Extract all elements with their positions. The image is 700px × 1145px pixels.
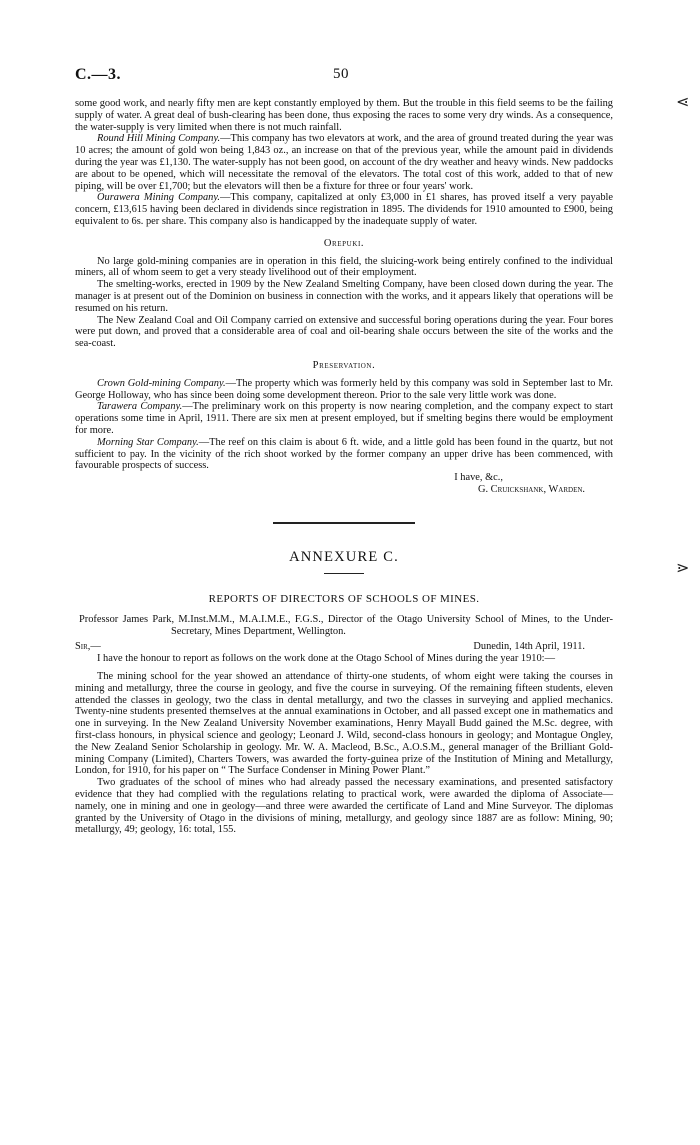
paragraph: I have the honour to report as follows on the work done at the Otago School of Mines during the year 1910:— <box>97 653 555 665</box>
margin-mark-icon: ⋖ <box>676 94 690 111</box>
section-heading-preservation: Preservation. <box>312 359 376 371</box>
title-underline <box>75 566 613 578</box>
paragraph: The smelting-works, erected in 1909 by the New Zealand Smelting Company, have been closed down during the year. The manager is at present out of the Dominion on business in connection with the works, and it appears likely that operations will be resumed on his return. <box>75 279 613 314</box>
company-name: Morning Star Company. <box>97 436 199 448</box>
paragraph-text: —The property which was formerly held by this company was sold in September last to Mr. George Holloway, who has since been doing some development thereon. Prior to the sale very little work was done. <box>75 377 613 401</box>
page-body <box>75 98 613 836</box>
closing-line: I have, &c., <box>454 472 503 484</box>
paragraph-text: —This company, capitalized at only £3,000 in £1 shares, has proved itself a very payable concern, £13,615 having been declared in dividends since registration in 1895. The dividends for 1910 amounted to £900, being equivalent to 6s. per share. This company also is handicapped by the inadequate supply of water. <box>75 192 614 227</box>
paragraph: No large gold-mining companies are in operation in this field, the sluicing-work being entirely confined to the individual miners, all of whom seem to get a very steady livelihood out of their employment. <box>75 255 613 279</box>
salutation-row <box>75 641 613 653</box>
paragraph: some good work, and nearly fifty men are kept constantly employed by them. But the trouble in this field seems to be the failing supply of water. A great deal of bush-clearing has been done, thus exposing the races to some very dry winds. As a consequence, the water-supply is very limited when there is not much rainfall. <box>75 98 613 133</box>
paragraph-crown <box>75 378 613 402</box>
paragraph-ourawera <box>75 192 613 227</box>
paragraph-text: —The reef on this claim is about 6 ft. wide, and a little gold has been found in the quartz, but not sufficient to pay. In the vicinity of the rich shoot worked by the former company an upper drive has been commenced, with favourable prospects of success. <box>75 436 613 472</box>
annexure-subtitle: REPORTS OF DIRECTORS OF SCHOOLS OF MINES. <box>208 593 480 606</box>
company-name: Tarawera Company. <box>97 401 183 413</box>
company-name: Ourawera Mining Company. <box>97 192 220 204</box>
annexure-title: ANNEXURE C. <box>289 548 399 565</box>
page-number: 50 <box>333 66 349 82</box>
paragraph: Two graduates of the school of mines who had already passed the necessary examinations, and presented satisfactory evidence that they had complied with the regulations relating to practical work, were awarded the diploma of Associate—namely, one in mining and one in geology—and three were awarded the certificate of Land and Mine Surveyor. The diplomas granted by the University of Otago in the divisions of mining, metallurgy, and geology since 1887 are as follow: Mining, 90; metallurgy, 49; geology, 16: total, 155. <box>75 777 613 836</box>
company-name: Crown Gold-mining Company. <box>97 377 226 389</box>
section-divider <box>75 516 613 528</box>
paragraph: The mining school for the year showed an attendance of thirty-one students, of whom eight were taking the courses in mining and metallurgy, three the course in geology, and five the course in surveying. Of the remaining fifteen students, eleven attended the classes in geology, two the class in dental metallurgy, and two the classes in surveying and applied mechanics. Twenty-nine students presented themselves at the annual examinations in October, and all passed except one in mathematics and one in surveying. In the New Zealand University November examinations, Henry Mayall Budd gained the M.Sc. degree, with first-class honours, in physical science and geology; Leonard J. Wild, second-class honours in geology; and Montague Ongley, the New Zealand Senior Scholarship in geology. Mr. W. A. Macleod, B.Sc., A.O.S.M., general manager of the Brilliant Gold-mining Company (Limited), Charters Towers, was awarded the forty-guinea prize of the Institution of Mining and Metallurgy, London, for 1910, for his paper on “ The Surface Condenser in Mining Power Plant.” <box>75 671 613 777</box>
paragraph-tarawera <box>75 401 613 436</box>
paragraph-text: —The preliminary work on this property is now nearing completion, and the company expect to start operations some time in April, 1911. There are six men at present employed, but if smelting begins there would be employment for more. <box>75 401 613 436</box>
salutation: Sir,— <box>75 641 101 653</box>
paragraph-text: —This company has two elevators at work, and the area of ground treated during the year was 10 acres; the amount of gold won being 1,843 oz., an increase on that of the previous year, while the amount paid in dividends during the year was £1,130. The water-supply has not been good, on account of the dry weather and heavy winds. New paddocks are about to be opened, which will necessitate the removal of the elevators. The total cost of this work, added to that of new piping, will be over £1,700; but the elevators will then be a fixture for three or four years' work. <box>75 133 614 192</box>
signature: G. Cruickshank, Warden. <box>477 483 585 495</box>
margin-mark-icon: ⋗ <box>676 560 690 577</box>
paragraph: The New Zealand Coal and Oil Company carried on extensive and successful boring operations during the year. Four bores were put down, and proved that a considerable area of coal and oil-bearing shale occurs between the site of the works and the sea-coast. <box>75 314 613 350</box>
section-heading-orepuki: Orepuki. <box>323 237 365 249</box>
paragraph-morning-star <box>75 437 613 472</box>
company-name: Round Hill Mining Company. <box>97 133 221 145</box>
document-code: C.—3. <box>75 66 122 83</box>
address-line: Professor James Park, M.Inst.M.M., M.A.I.M.E., F.G.S., Director of the Otago University School of Mines, to the Under-Secretary, Mines Department, Wellington. <box>79 613 613 637</box>
paragraph-round-hill <box>75 133 613 192</box>
dateline: Dunedin, 14th April, 1911. <box>473 641 585 653</box>
